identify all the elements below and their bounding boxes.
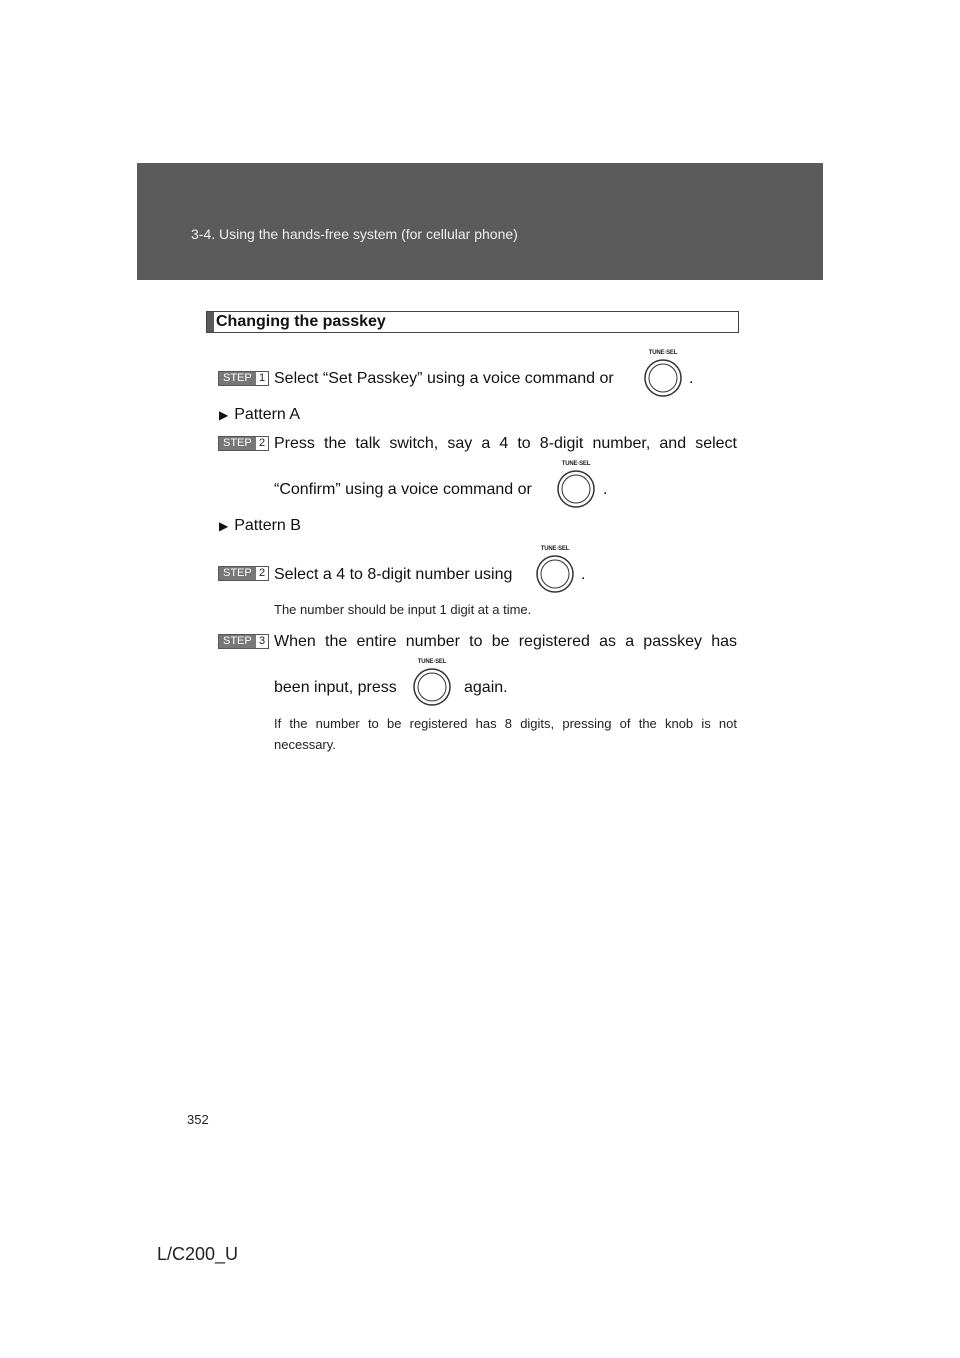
step-label: STEP [219,567,256,580]
triangle-bullet-icon: ▶ [219,519,229,533]
step-number: 2 [259,567,266,579]
heading-bar [207,312,214,332]
step-3-line-2a: been input, press [274,679,397,696]
step-label: STEP [219,635,256,648]
step-2b-text: Select a 4 to 8-digit number using [274,566,513,583]
step-badge-3 [218,634,269,649]
step-number: 2 [259,437,266,449]
triangle-bullet-icon: ▶ [219,408,229,422]
step-badge-2b [218,566,269,581]
pattern-b-label: Pattern B [234,517,301,534]
pattern-a [219,406,300,424]
page-header [137,163,823,280]
knob-label: TUNE·SEL [648,350,678,356]
step-3-line-2b: again. [464,679,508,696]
step-badge-1 [218,371,269,386]
step-label: STEP [219,372,256,385]
page-number: 352 [187,1112,209,1127]
knob-label: TUNE·SEL [417,659,447,665]
step-2b-end: . [581,566,586,583]
section-heading [206,311,739,333]
step-1-end: . [689,370,694,387]
pattern-a-label: Pattern A [234,406,301,423]
step-2b-note: The number should be input 1 digit at a time. [274,602,532,617]
step-label: STEP [219,437,256,450]
step-badge-2a [218,436,269,451]
step-2a-end: . [603,481,608,498]
tune-sel-knob-icon [410,659,454,707]
knob-label: TUNE·SEL [540,546,570,552]
tune-sel-knob-icon [554,461,598,509]
step-2a-line-2: “Confirm” using a voice command or [274,481,532,498]
tune-sel-knob-icon [533,546,577,594]
model-code: L/C200_U [157,1244,239,1264]
tune-sel-knob-icon [641,350,685,398]
step-3-line-1: When the entire number to be registered as a passkey has [274,633,737,650]
step-number: 3 [259,635,266,647]
knob-label: TUNE·SEL [561,461,591,467]
step-2a-line-1: Press the talk switch, say a 4 to 8-digit number, and select [274,435,737,452]
breadcrumb: 3-4. Using the hands-free system (for cellular phone) [191,226,518,242]
step-1-text: Select “Set Passkey” using a voice command or [274,370,614,387]
step-3-note: If the number to be registered has 8 digits, pressing of the knob is not necessary. [274,716,737,752]
step-number: 1 [259,372,266,384]
section-title: Changing the passkey [216,313,386,330]
pattern-b [219,517,301,535]
